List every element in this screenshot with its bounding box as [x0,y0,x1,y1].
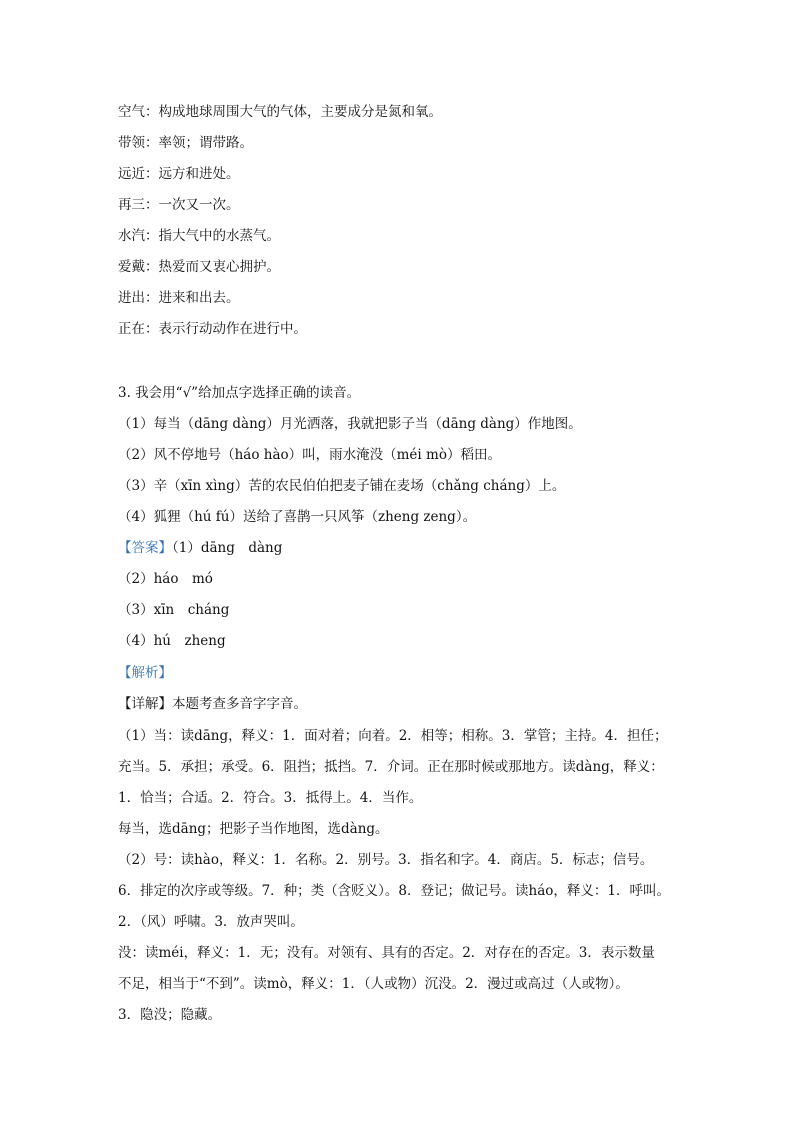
analysis-line: （1）当：读dāng，释义：1．面对着；向着。2．相等；相称。3．掌管；主持。4．担任； [118,728,668,744]
answer-text: （1）dāng dàng [172,540,283,556]
question-item: （2）风不停地号（háo hào）叫，雨水淹没（méi mò）稻田。 [118,447,501,463]
definition-line: 爱戴：热爱而又衷心拥护。 [118,259,280,275]
definition-line: 远近：远方和进处。 [118,166,240,182]
definition-line: 进出：进来和出去。 [118,290,240,306]
analysis-line: 【详解】本题考查多音字字音。 [118,696,307,712]
answer-line [118,539,678,557]
analysis-line: 6．排定的次序或等级。7．种；类（含贬义）。8．登记；做记号。读háo，释义：1．呼叫。 [118,883,670,899]
question-item: （1）每当（dāng dàng）月光洒落，我就把影子当（dāng dàng）作地图。 [118,416,582,432]
definition-line: 水汽：指大气中的水蒸气。 [118,228,280,244]
analysis-line: 没：读méi，释义：1．无；没有。对领有、具有的否定。2．对存在的否定。3．表示数量 [118,945,655,961]
answer-tag: 【答案】 [118,540,172,556]
definition-line: 再三：一次又一次。 [118,197,240,213]
question-item: （4）狐狸（hú fú）送给了喜鹊一只风筝（zheng zeng）。 [118,509,477,525]
answer-line: （3）xīn cháng [118,602,230,618]
definition-line: 带领：率领；谓带路。 [118,135,253,151]
analysis-line: （2）号：读hào，释义：1．名称。2．别号。3．指名和字。4．商店。5．标志；信号。 [118,852,654,868]
analysis-line: 2．（风）呼啸。3．放声哭叫。 [118,914,304,930]
answer-line: （4）hú zheng [118,633,226,649]
analysis-line: 充当。5．承担；承受。6．阻挡；抵挡。7．介词。正在那时候或那地方。读dàng，释义： [118,759,664,775]
definition-line: 空气：构成地球周围大气的气体，主要成分是氮和氧。 [118,104,442,120]
question-item: （3）辛（xīn xìng）苦的农民伯伯把麦子铺在麦场（chǎng cháng）上。 [118,478,566,494]
question-title: 3. 我会用“√”给加点字选择正确的读音。 [118,385,361,401]
answer-line: （2）háo mó [118,571,213,587]
analysis-line: 每当，选dāng；把影子当作地图，选dàng。 [118,821,389,837]
analysis-tag: 【解析】 [118,665,172,681]
definition-line: 正在：表示行动动作在进行中。 [118,321,307,337]
analysis-line: 不足，相当于“不到”。读mò，释义：1．（人或物）沉没。2．漫过或高过（人或物）。 [118,976,629,992]
analysis-line: 3．隐没；隐藏。 [118,1007,222,1023]
analysis-line: 1．恰当；合适。2．符合。3．抵得上。4．当作。 [118,790,423,806]
